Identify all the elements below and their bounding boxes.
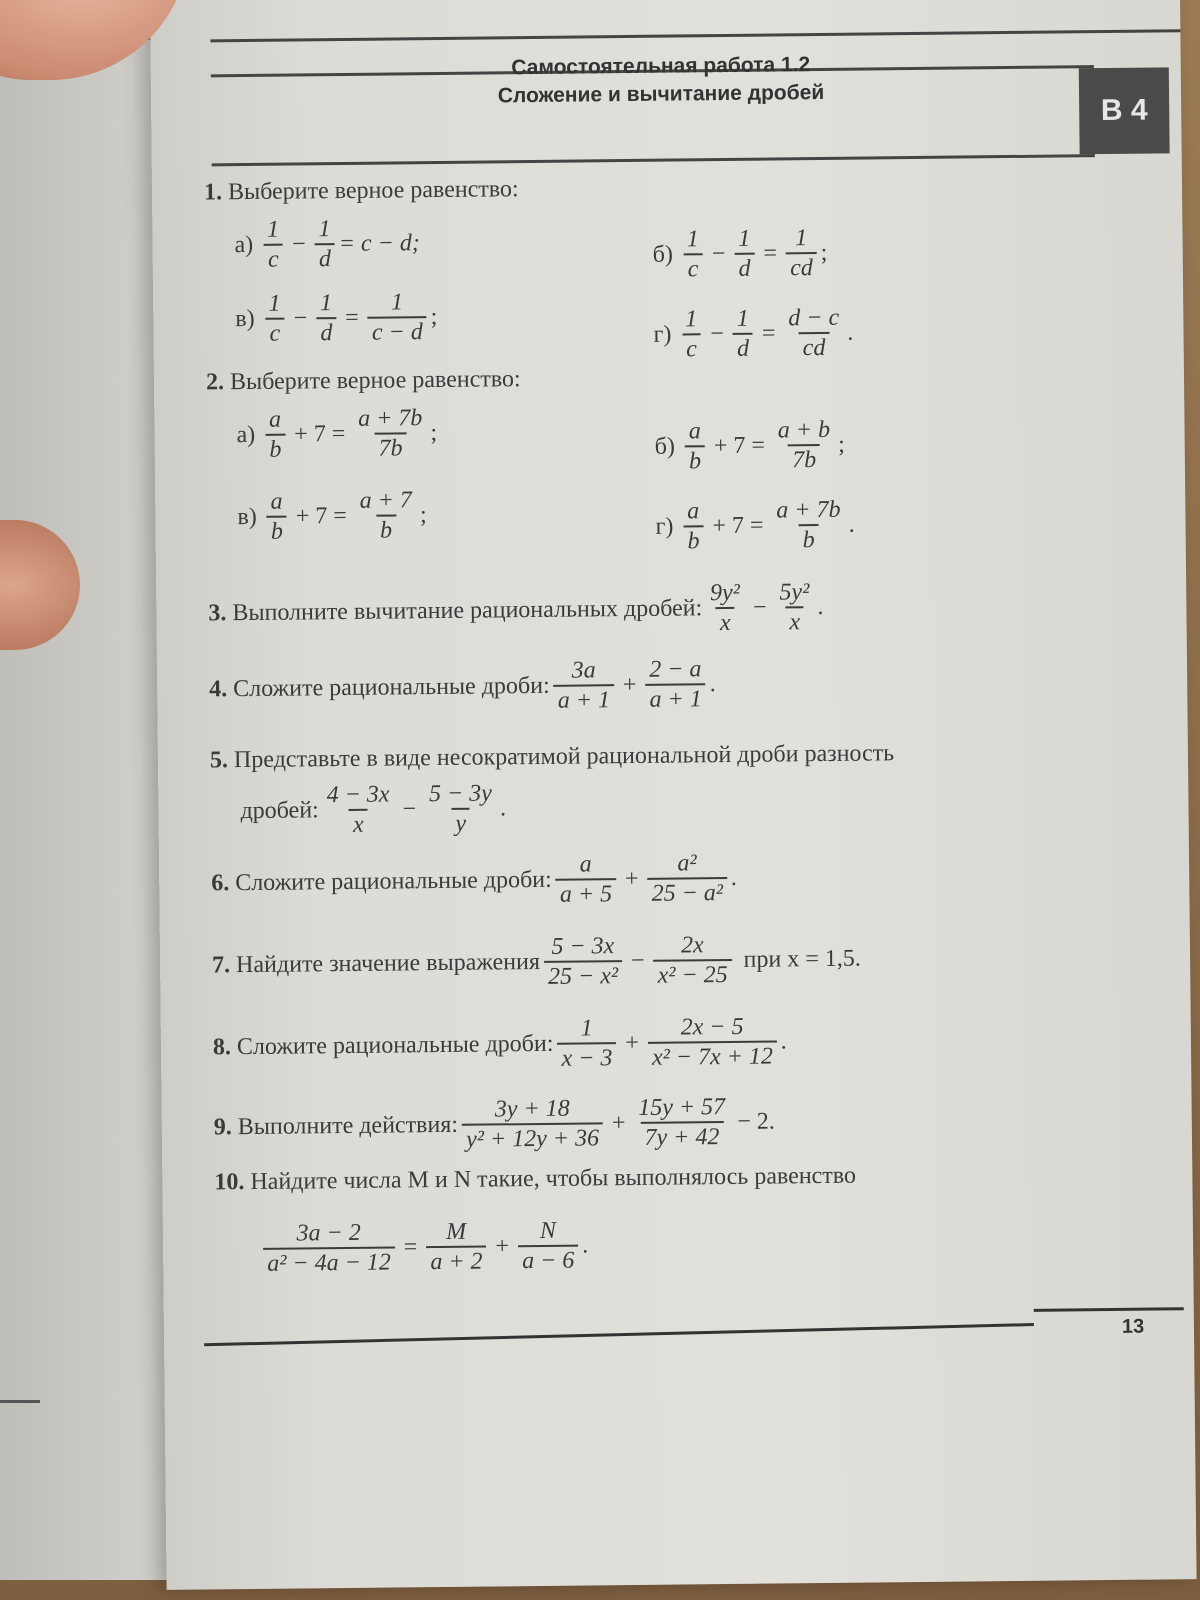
question-5-expression	[240, 780, 506, 840]
fraction: $\frac{1}{c - d}$	[367, 289, 426, 346]
question-number: 1.	[203, 179, 223, 206]
fraction: $\frac{1}{c}$	[263, 217, 284, 274]
question-text: Выберите верное равенство:	[229, 366, 521, 396]
fraction: $\frac{a}{b}$	[683, 498, 704, 555]
fraction: $\frac{1}{d}$	[734, 226, 755, 283]
title-line-1: Самостоятельная работа 1.2	[511, 53, 811, 80]
option-label: г)	[653, 321, 672, 348]
page-number: 13	[1121, 1315, 1145, 1338]
operator: + 7 =	[713, 432, 766, 460]
question-text-cont: дробей:	[240, 797, 319, 824]
fraction: $\frac{2x}{\text{x² − 25}}$	[653, 932, 732, 990]
punct: .	[499, 795, 507, 822]
fraction: $\frac{4 - 3x}{x}$	[326, 781, 390, 839]
operator: +	[495, 1233, 510, 1260]
fraction: $\frac{M}{a + 2}$	[426, 1219, 487, 1276]
question-number: 2.	[205, 369, 225, 396]
fraction: $\frac{a}{b}$	[266, 489, 287, 546]
option-label: б)	[652, 241, 674, 268]
question-text: Найдите числа M и N такие, чтобы выполнялось равенство	[250, 1162, 857, 1196]
equals: =	[403, 1234, 418, 1261]
question-text: Выполните вычитание рациональных дробей:	[232, 595, 703, 627]
operator: −	[711, 240, 726, 268]
fraction: $\frac{3a}{a + 1}$	[553, 657, 614, 714]
rhs: = c − d;	[338, 230, 420, 257]
fraction: $\frac{2x - 5}{\text{x² − 7x + 12}}$	[648, 1013, 777, 1071]
punct: .	[709, 671, 716, 698]
operator: + 7 =	[294, 420, 346, 448]
page-title	[381, 50, 942, 112]
option-label: а)	[236, 421, 256, 449]
question-8	[213, 1013, 787, 1076]
fraction: $\frac{3a - 2}{\text{a² − 4a − 12}}$	[263, 1220, 395, 1278]
fraction: $\frac{1}{d}$	[733, 306, 754, 363]
fraction: $\frac{a}{b}$	[685, 418, 706, 475]
question-5	[210, 740, 894, 774]
fraction: $\frac{a + 7b}{b}$	[776, 496, 841, 554]
q1-option-g	[653, 305, 853, 364]
question-number: 4.	[209, 676, 228, 703]
option-label: в)	[237, 503, 257, 531]
header-rule	[210, 29, 1180, 42]
operator: −	[402, 796, 417, 823]
punct: ;	[838, 431, 845, 458]
question-4	[209, 656, 716, 718]
left-page-rule	[0, 1400, 40, 1403]
punct: ;	[430, 303, 438, 330]
option-label: г)	[655, 513, 674, 540]
operator: −	[752, 594, 767, 621]
operator: + 7 =	[295, 502, 347, 530]
footer-rule-right	[1034, 1307, 1184, 1312]
fraction: $\frac{N}{a - 6}$	[518, 1218, 579, 1275]
fraction: $\frac{d - c}{cd}$	[788, 304, 840, 362]
q2-option-a	[236, 405, 437, 464]
punct: ;	[820, 239, 828, 266]
q2-option-g	[655, 497, 855, 556]
question-text: Выполните действия:	[237, 1111, 459, 1141]
question-text: Сложите рациональные дроби:	[236, 1030, 554, 1061]
fraction: $\frac{a + 7b}{7b}$	[357, 405, 423, 463]
operator: +	[622, 671, 637, 698]
question-tail: − 2.	[737, 1108, 775, 1135]
operator: + 7 =	[712, 512, 764, 540]
question-text: Сложите рациональные дроби:	[233, 672, 550, 703]
question-number: 5.	[209, 747, 229, 774]
option-label: в)	[235, 305, 255, 333]
operator: +	[611, 1109, 626, 1137]
fraction: $\frac{1}{cd}$	[786, 225, 817, 282]
fraction: $\frac{5 - 3x}{\text{25 − x²}}$	[544, 933, 623, 991]
operator: −	[292, 231, 306, 258]
question-number: 10.	[214, 1169, 245, 1196]
punct: ;	[430, 419, 438, 446]
fraction: $\frac{1}{d}$	[316, 290, 337, 347]
title-line-2: Сложение и вычитание дробей	[497, 80, 825, 108]
equals: =	[345, 304, 359, 331]
question-text: Сложите рациональные дроби:	[235, 866, 552, 897]
question-text: Найдите значение выражения	[235, 948, 541, 979]
punct: .	[847, 319, 854, 346]
q2-option-b	[654, 417, 845, 476]
question-number: 6.	[211, 870, 230, 897]
equals: =	[761, 320, 776, 347]
fraction: $\frac{\text{9y²}}{x}$	[709, 579, 741, 637]
footer-rule	[204, 1323, 1034, 1346]
fraction: $\frac{\text{5y²}}{x}$	[779, 579, 810, 636]
option-label: а)	[234, 231, 254, 259]
punct: .	[582, 1232, 589, 1259]
question-number: 7.	[211, 952, 231, 979]
fraction: $\frac{1}{c}$	[683, 226, 704, 283]
q2-option-v	[237, 487, 427, 546]
fraction: $\frac{1}{c}$	[681, 306, 702, 363]
operator: −	[630, 947, 645, 974]
question-text: Представьте в виде несократимой рациональной дроби разность	[233, 740, 895, 774]
fraction: $\frac{2 - a}{a + 1}$	[645, 656, 706, 713]
fraction: $\frac{\text{a²}}{\text{25 − a²}}$	[647, 850, 727, 908]
q1-option-v	[235, 289, 438, 348]
equals: =	[763, 240, 778, 267]
punct: .	[780, 1028, 787, 1055]
question-number: 9.	[213, 1114, 232, 1141]
option-label: б)	[654, 433, 676, 460]
question-6	[211, 850, 737, 912]
question-2	[206, 366, 521, 396]
fraction: $\frac{1}{d}$	[314, 216, 335, 273]
punct: .	[730, 864, 737, 891]
question-text: Выберите верное равенство:	[227, 176, 519, 206]
question-3	[208, 579, 824, 642]
fraction: $\frac{a}{a + 5}$	[555, 851, 616, 908]
variant-badge: В 4	[1079, 67, 1170, 154]
question-10	[214, 1163, 856, 1197]
fraction: $\frac{5 - 3y}{y}$	[428, 780, 493, 838]
fraction: $\frac{a}{b}$	[265, 407, 286, 464]
punct: .	[817, 593, 824, 620]
fraction: $\frac{1}{x - 3}$	[557, 1015, 616, 1072]
fraction: $\frac{a + b}{7b}$	[777, 416, 831, 474]
question-7	[212, 931, 861, 995]
question-number: 3.	[208, 600, 227, 627]
question-1	[204, 176, 519, 206]
operator: −	[293, 305, 308, 332]
operator: +	[625, 1029, 639, 1056]
operator: −	[710, 320, 725, 348]
q1-option-b	[652, 225, 827, 284]
q1-option-a	[234, 215, 420, 274]
fraction: $\frac{a + 7}{b}$	[359, 487, 412, 545]
question-9	[214, 1094, 776, 1157]
punct: .	[848, 511, 855, 538]
question-10-expression	[259, 1217, 589, 1277]
fraction: $\frac{15y + 57}{7y + 42}$	[638, 1094, 726, 1152]
fraction: $\frac{3y + 18}{\text{y² + 12y + 36}}$	[462, 1095, 603, 1153]
punct: ;	[419, 502, 427, 529]
question-tail: при x = 1,5.	[743, 945, 861, 973]
workbook-page	[150, 0, 1197, 1590]
fraction: $\frac{1}{c}$	[264, 291, 285, 348]
operator: +	[624, 865, 639, 892]
question-number: 8.	[212, 1034, 232, 1061]
